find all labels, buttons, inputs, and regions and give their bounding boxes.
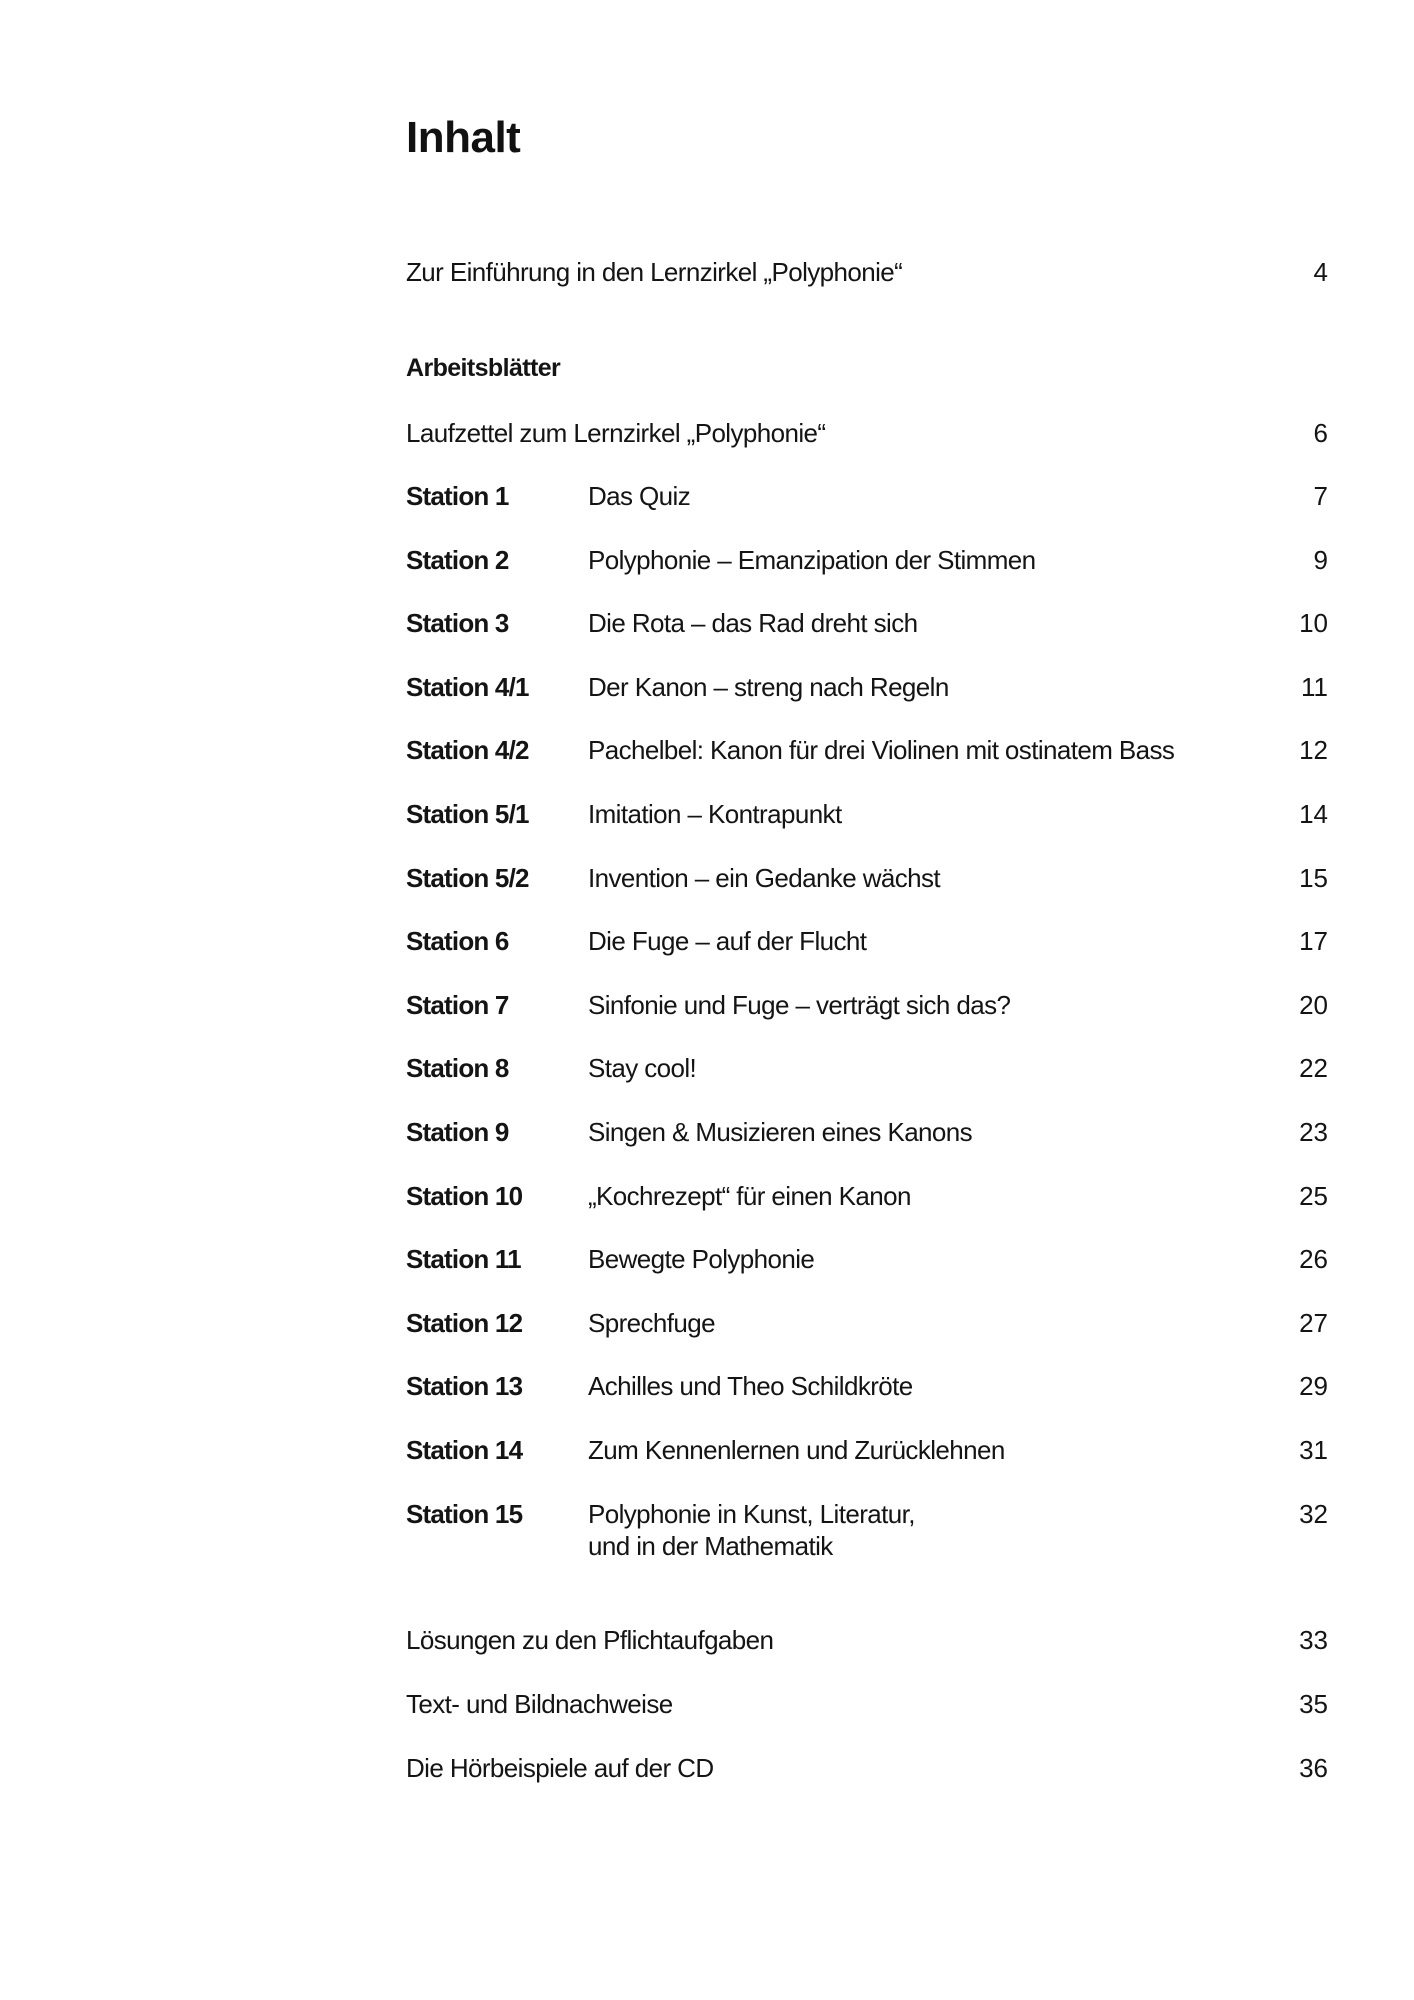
station-label: Station 4/2 [406,735,529,766]
toc-entry-title-line: Polyphonie – Emanzipation der Stimmen [588,544,1036,575]
toc-entry-title-line: Sinfonie und Fuge – verträgt sich das? [588,989,1011,1020]
toc-entry-page-number: 36 [1299,1753,1328,1783]
toc-entry-page-number: 33 [1299,1625,1328,1655]
toc-entry-title-line: Pachelbel: Kanon für drei Violinen mit ostinatem Bass [588,735,1175,766]
toc-entry-page-number: 26 [1299,1244,1328,1275]
toc-entry-title-line: „Kochrezept“ für einen Kanon [588,1180,911,1211]
toc-entry-page-number: 9 [1313,544,1328,575]
toc-entry-page-number: 10 [1299,608,1328,639]
toc-entry-page-number: 32 [1299,1498,1328,1529]
station-label: Station 10 [406,1180,523,1211]
toc-entry-title: Zur Einführung in den Lernzirkel „Polyphonie“ [406,257,903,287]
toc-entry-title: Laufzettel zum Lernzirkel „Polyphonie“ [406,418,826,448]
toc-entry-title [588,607,917,639]
table-of-contents-page [406,0,1328,2000]
station-label: Station 9 [406,1117,509,1147]
page-title: Inhalt [406,113,521,162]
toc-entry-page-number: 7 [1313,481,1328,511]
station-label: Station 2 [406,544,509,575]
toc-entry-page-number: 11 [1301,671,1328,702]
toc-entry-title-line: Das Quiz [588,481,691,511]
toc-entry-title [588,1180,911,1212]
toc-entry-title [588,671,949,703]
toc-entry-title [588,1307,715,1339]
station-label: Station 6 [406,926,509,957]
station-label: Station 15 [406,1498,523,1529]
toc-entry-page-number: 22 [1299,1053,1328,1084]
toc-entry-title [588,1498,915,1562]
toc-entry-page-number: 29 [1299,1371,1328,1402]
toc-entry-page-number: 15 [1299,862,1328,893]
toc-entry-title: Lösungen zu den Pflichtaufgaben [406,1625,774,1655]
toc-entry-title-line: Der Kanon – streng nach Regeln [588,671,949,702]
toc-entry-title [588,480,690,512]
toc-entry-title [588,862,940,894]
toc-entry-page-number: 23 [1299,1117,1328,1147]
toc-entry-page-number: 6 [1313,418,1328,448]
toc-entry-title [588,734,1174,766]
toc-entry-page-number: 35 [1299,1689,1328,1719]
station-label: Station 11 [406,1244,521,1275]
station-label: Station 5/2 [406,862,529,893]
toc-entry-page-number: 20 [1299,989,1328,1020]
toc-entry-title-line: Achilles und Theo Schildkröte [588,1371,913,1402]
toc-entry-title-line: Bewegte Polyphonie [588,1244,815,1275]
toc-entry-title [588,1116,972,1148]
toc-entry-title: Text- und Bildnachweise [406,1689,673,1719]
toc-entry-page-number: 27 [1299,1307,1328,1338]
toc-entry-title-line: Stay cool! [588,1053,697,1084]
toc-entry-page-number: 14 [1299,799,1328,829]
toc-entry-title-line: Polyphonie in Kunst, Literatur, [588,1498,915,1529]
section-heading-worksheets: Arbeitsblätter [406,354,561,382]
toc-entry-title-line: Zum Kennenlernen und Zurücklehnen [588,1435,1005,1465]
toc-entry-page-number: 4 [1313,257,1328,287]
station-label: Station 13 [406,1371,523,1402]
toc-entry-title [588,1434,1005,1466]
toc-entry-title [588,1052,696,1084]
toc-entry-title-line: Imitation – Kontrapunkt [588,799,842,829]
station-label: Station 8 [406,1053,509,1084]
station-label: Station 14 [406,1435,523,1465]
station-label: Station 4/1 [406,671,529,702]
toc-entry-title-line: Die Fuge – auf der Flucht [588,926,867,957]
toc-entry-page-number: 25 [1299,1180,1328,1211]
toc-entry-title [588,925,866,957]
toc-entry-title [588,1243,814,1275]
toc-entry-title-line: Invention – ein Gedanke wächst [588,862,941,893]
station-label: Station 5/1 [406,799,529,829]
toc-entry-title [588,989,1010,1021]
toc-entry-page-number: 31 [1299,1435,1328,1465]
toc-entry-page-number: 12 [1299,735,1328,766]
toc-entry-title: Die Hörbeispiele auf der CD [406,1753,714,1783]
toc-entry-title [588,798,842,830]
station-label: Station 1 [406,481,509,511]
station-label: Station 7 [406,989,509,1020]
toc-entry-title-line: und in der Mathematik [588,1530,833,1561]
toc-entry-title-line: Sprechfuge [588,1307,715,1338]
station-label: Station 3 [406,608,509,639]
toc-entry-title [588,544,1036,576]
toc-entry-title [588,1370,913,1402]
toc-entry-page-number: 17 [1299,926,1328,957]
station-label: Station 12 [406,1307,523,1338]
toc-entry-title-line: Singen & Musizieren eines Kanons [588,1117,973,1147]
toc-entry-title-line: Die Rota – das Rad dreht sich [588,608,918,639]
